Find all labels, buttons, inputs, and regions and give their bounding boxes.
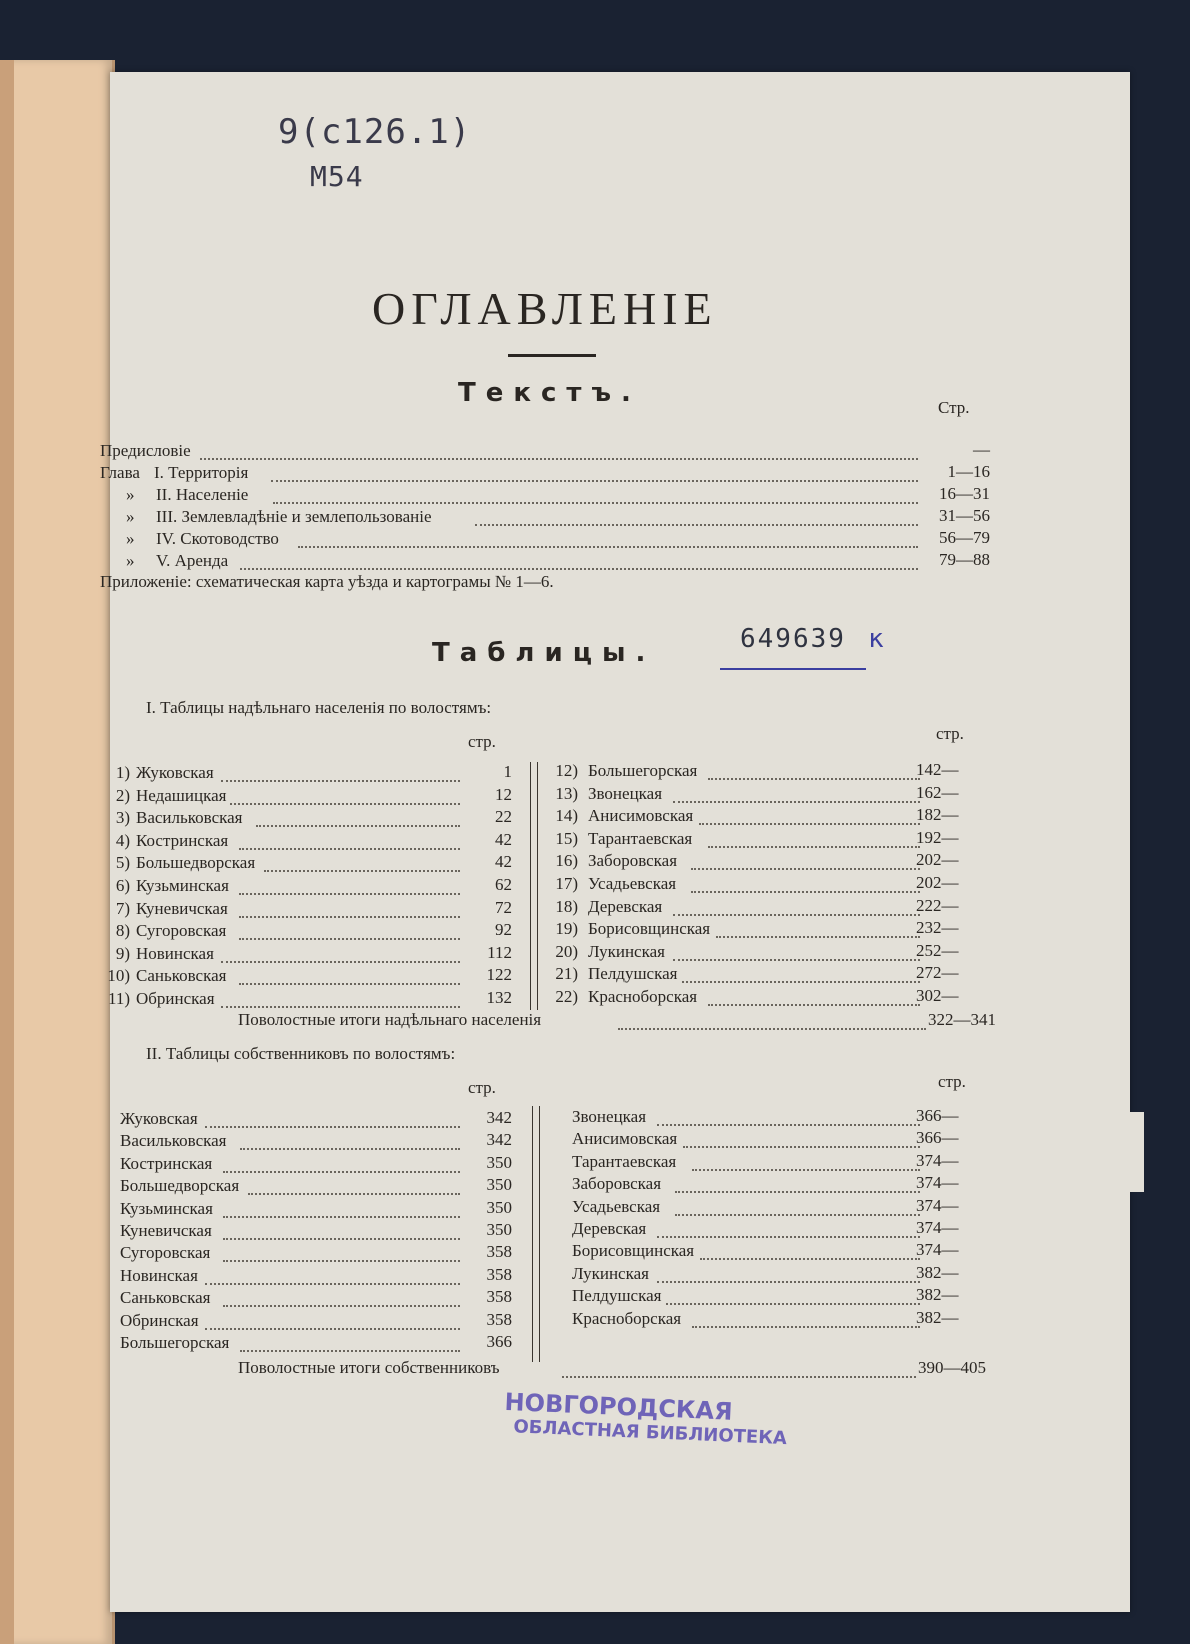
row-page: 342 <box>486 1108 512 1127</box>
row-name: Большедворская <box>136 853 256 873</box>
part1-total-label: Поволостные итоги надѣльнаго населенія <box>238 1010 542 1029</box>
row-number: 17) <box>555 874 578 893</box>
row-name: Большегорская <box>120 1333 230 1352</box>
row-leader <box>264 856 460 872</box>
entry-label: Предисловіе <box>100 441 191 460</box>
part2-left-page-label: стр. <box>468 1078 496 1097</box>
row-name: Новинская <box>136 943 214 963</box>
row-name: Кузьминская <box>120 1198 213 1218</box>
row-leader <box>223 1157 460 1173</box>
row-leader <box>692 1155 920 1171</box>
row-page: 382— <box>916 1285 959 1305</box>
row-number: 21) <box>555 964 578 984</box>
row-page: 252— <box>916 940 959 960</box>
row-leader <box>230 789 460 805</box>
row-number: 10) <box>107 966 130 986</box>
part2-total-pages: 390—405 <box>918 1358 986 1377</box>
entry-leader <box>475 510 918 526</box>
row-name: Обринская <box>120 1310 199 1330</box>
row-leader <box>673 945 920 961</box>
row-name: Деревская <box>588 896 663 916</box>
row-name: Красноборская <box>588 987 698 1006</box>
row-page: 222— <box>916 895 959 915</box>
row-leader <box>240 1336 460 1352</box>
title-rule <box>508 354 596 357</box>
row-leader <box>205 1112 460 1128</box>
row-number: 9) <box>115 943 130 963</box>
row-page: 142— <box>916 760 959 779</box>
row-page: 358 <box>486 1287 512 1307</box>
row-page: 302— <box>916 986 959 1005</box>
part2-column-divider <box>532 1106 540 1362</box>
row-page: 350 <box>486 1152 512 1172</box>
row-name: Саньковская <box>136 966 227 986</box>
row-page: 202— <box>916 850 959 870</box>
row-number: 12) <box>555 761 578 780</box>
row-number: 1) <box>115 763 130 782</box>
row-name: Пелдушская <box>572 1286 662 1306</box>
row-number: 18) <box>555 896 578 916</box>
row-page: 358 <box>486 1242 512 1262</box>
row-page: 272— <box>916 963 959 983</box>
appendix-line: Приложеніе: схематическая карта уѣзда и картограмы № 1—6. <box>100 572 554 591</box>
row-page: 162— <box>916 782 959 802</box>
inventory-number: 649639 <box>740 624 846 654</box>
row-page: 350 <box>486 1197 512 1217</box>
row-name: Борисовщинская <box>572 1241 695 1261</box>
row-name: Кузьминская <box>136 876 229 895</box>
row-leader <box>692 1312 920 1328</box>
row-leader <box>716 922 920 938</box>
row-leader <box>239 834 460 850</box>
entry-pages: — <box>973 440 990 459</box>
row-leader <box>673 787 920 803</box>
entry-prefix: » <box>126 529 135 548</box>
row-name: Костринская <box>136 830 229 850</box>
entry-prefix: Глава <box>100 463 140 482</box>
part2-total-label: Поволостные итоги собственниковъ <box>238 1358 500 1377</box>
row-leader <box>675 1200 920 1216</box>
row-name: Лукинская <box>572 1263 649 1283</box>
row-name: Анисимовская <box>588 806 694 826</box>
row-leader <box>248 1179 460 1195</box>
part1-right-page-label: стр. <box>936 724 964 743</box>
entry-prefix: » <box>126 507 135 526</box>
row-number: 5) <box>115 853 130 873</box>
row-leader <box>223 1291 460 1307</box>
entry-label: V. Аренда <box>156 551 229 570</box>
text-section-heading: Текстъ. <box>458 378 641 408</box>
row-leader <box>239 879 460 895</box>
row-name: Звонецкая <box>572 1107 647 1126</box>
row-name: Недашицкая <box>136 785 227 805</box>
tables-section-heading: Таблицы. <box>432 638 656 668</box>
entry-pages: 16—31 <box>939 484 990 503</box>
entry-prefix: » <box>126 485 135 504</box>
row-leader <box>700 1244 920 1260</box>
row-page: 374— <box>916 1173 959 1193</box>
row-name: Васильковская <box>120 1131 227 1151</box>
row-leader <box>221 992 460 1008</box>
row-name: Анисимовская <box>572 1129 678 1149</box>
shelf-mark-2: М54 <box>310 160 364 193</box>
shelf-mark-1: 9(с126.1) <box>278 112 472 152</box>
row-page: 42 <box>495 852 512 872</box>
row-name: Усадьевская <box>588 874 677 893</box>
row-page: 366— <box>916 1128 959 1148</box>
row-name: Сугоровская <box>120 1243 211 1263</box>
row-name: Костринская <box>120 1153 213 1173</box>
row-name: Борисовщинская <box>588 919 711 939</box>
row-name: Куневичская <box>136 898 228 918</box>
row-number: 19) <box>555 919 578 939</box>
row-number: 14) <box>555 806 578 826</box>
entry-pages: 1—16 <box>947 462 990 481</box>
row-name: Деревская <box>572 1219 647 1238</box>
library-stamp <box>503 1388 788 1449</box>
row-number: 2) <box>115 785 130 805</box>
entry-pages: 56—79 <box>939 528 990 547</box>
row-leader <box>657 1110 920 1126</box>
row-page: 366— <box>916 1106 959 1125</box>
row-page: 342 <box>486 1130 512 1150</box>
entry-label: IV. Скотоводство <box>156 529 279 548</box>
document-page <box>100 72 1130 1612</box>
row-name: Красноборская <box>572 1308 682 1328</box>
part1-column-divider <box>530 762 538 1010</box>
row-leader <box>205 1269 460 1285</box>
row-leader <box>666 1289 920 1305</box>
row-name: Саньковская <box>120 1288 211 1308</box>
stamp-line-2: ОБЛАСТНАЯ БИБЛИОТЕКА <box>513 1416 788 1450</box>
row-page: 12 <box>495 784 512 804</box>
row-name: Большедворская <box>120 1176 240 1196</box>
part1-total-leader <box>618 1014 926 1030</box>
row-page: 72 <box>495 897 512 917</box>
row-leader <box>708 764 920 780</box>
row-leader <box>221 766 460 782</box>
row-page: 92 <box>495 920 512 940</box>
entry-leader <box>200 444 918 460</box>
row-name: Заборовская <box>572 1174 662 1194</box>
row-name: Тарантаевская <box>588 828 693 848</box>
part1-left-page-label: стр. <box>468 732 496 751</box>
ink-underline <box>720 668 866 670</box>
row-page: 132 <box>486 988 512 1007</box>
inventory-suffix: к <box>868 624 886 654</box>
row-number: 20) <box>555 941 578 961</box>
row-number: 11) <box>107 989 130 1008</box>
row-page: 382— <box>916 1262 959 1282</box>
row-page: 122 <box>486 965 512 985</box>
row-name: Сугоровская <box>136 921 227 941</box>
row-number: 16) <box>555 851 578 871</box>
row-name: Жуковская <box>120 1109 198 1128</box>
row-page: 382— <box>916 1307 959 1327</box>
row-page: 350 <box>486 1220 512 1239</box>
row-leader <box>675 1177 920 1193</box>
row-page: 42 <box>495 829 512 849</box>
row-name: Усадьевская <box>572 1196 661 1216</box>
row-leader <box>223 1246 460 1262</box>
row-leader <box>657 1267 920 1283</box>
row-number: 13) <box>555 783 578 803</box>
entry-prefix: » <box>126 551 135 570</box>
row-page: 22 <box>495 807 512 827</box>
row-leader <box>239 969 460 985</box>
row-page: 374— <box>916 1150 959 1170</box>
row-page: 350 <box>486 1175 512 1195</box>
row-name: Жуковская <box>136 763 214 782</box>
entry-leader <box>298 532 918 548</box>
book-cover-edge <box>0 60 115 1644</box>
row-page: 192— <box>916 827 959 847</box>
row-number: 4) <box>115 830 130 850</box>
page-title: ОГЛАВЛЕНІЕ <box>372 283 718 334</box>
stamp-line-1: НОВГОРОДСКАЯ <box>503 1387 734 1426</box>
row-page: 374— <box>916 1218 959 1237</box>
row-leader <box>240 1134 460 1150</box>
row-number: 3) <box>115 808 130 828</box>
row-leader <box>239 902 460 918</box>
row-leader <box>657 1222 920 1238</box>
row-name: Тарантаевская <box>572 1151 677 1171</box>
row-number: 15) <box>555 828 578 848</box>
row-page: 112 <box>487 942 512 962</box>
part1-title: I. Таблицы надѣльнаго населенія по волостямъ: <box>146 698 492 717</box>
row-name: Пелдушская <box>588 964 678 984</box>
row-leader <box>682 967 920 983</box>
row-page: 232— <box>916 918 959 938</box>
row-page: 374— <box>916 1195 959 1215</box>
entry-pages: 79—88 <box>939 550 990 569</box>
row-name: Лукинская <box>588 941 665 961</box>
row-page: 358 <box>486 1309 512 1329</box>
row-name: Заборовская <box>588 851 678 871</box>
row-page: 358 <box>486 1264 512 1284</box>
row-leader <box>256 811 460 827</box>
row-number: 7) <box>115 898 130 918</box>
row-name: Звонецкая <box>588 783 663 803</box>
row-leader <box>699 809 920 825</box>
row-leader <box>708 832 920 848</box>
row-number: 22) <box>555 987 578 1006</box>
row-leader <box>239 924 460 940</box>
text-page-col-label: Стр. <box>938 398 970 417</box>
entry-label: I. Территорія <box>154 463 249 482</box>
row-leader <box>691 877 920 893</box>
row-leader <box>673 900 920 916</box>
row-name: Большегорская <box>588 761 698 780</box>
row-number: 6) <box>115 876 130 895</box>
row-name: Обринская <box>136 989 215 1008</box>
row-leader <box>708 990 920 1006</box>
row-name: Новинская <box>120 1265 198 1285</box>
part1-total-pages: 322—341 <box>928 1010 996 1029</box>
row-leader <box>205 1314 460 1330</box>
entry-leader <box>240 554 918 570</box>
row-leader <box>691 854 920 870</box>
row-page: 1 <box>503 762 512 781</box>
row-page: 62 <box>495 875 512 894</box>
row-page: 366 <box>486 1332 512 1351</box>
row-leader <box>221 947 460 963</box>
row-page: 182— <box>916 805 959 825</box>
row-leader <box>683 1132 920 1148</box>
entry-leader <box>271 466 918 482</box>
part2-title: II. Таблицы собственниковъ по волостямъ: <box>146 1044 456 1063</box>
row-leader <box>223 1224 460 1240</box>
row-number: 8) <box>115 921 130 941</box>
entry-leader <box>273 488 918 504</box>
row-page: 202— <box>916 873 959 892</box>
part2-right-page-label: стр. <box>938 1072 966 1091</box>
row-page: 374— <box>916 1240 959 1260</box>
row-name: Куневичская <box>120 1221 212 1240</box>
part2-total-leader <box>562 1362 916 1378</box>
row-name: Васильковская <box>136 808 243 828</box>
entry-label: III. Землевладѣніе и землепользованіе <box>156 507 432 526</box>
entry-label: II. Населеніе <box>156 485 249 504</box>
entry-pages: 31—56 <box>939 506 990 525</box>
row-leader <box>223 1202 460 1218</box>
